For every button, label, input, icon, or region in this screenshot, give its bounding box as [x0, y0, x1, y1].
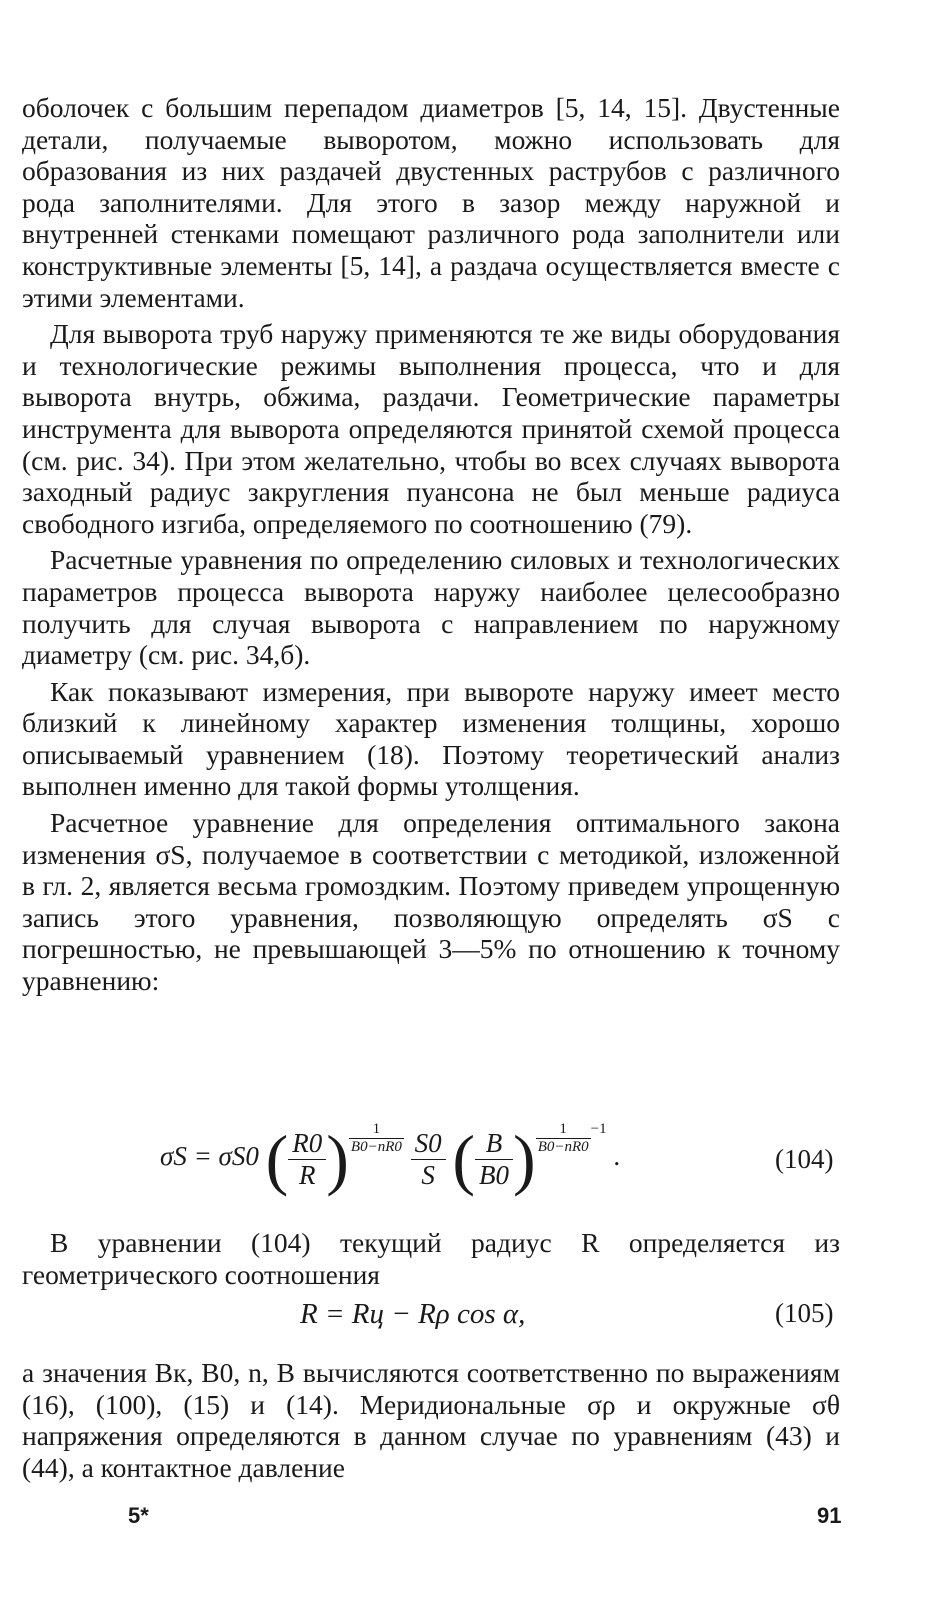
fraction-denominator: S — [421, 1159, 435, 1190]
exponent-numerator: 1 — [349, 1121, 404, 1139]
paren-close: ) — [326, 1121, 349, 1197]
fraction-denominator: B0 — [479, 1159, 510, 1190]
fraction-b-over-b0 — [475, 1128, 513, 1191]
fraction-numerator: R0 — [288, 1128, 326, 1160]
paragraph-5: Расчетное уравнение для определения оптимального закона изменения σS, получаемое в соответствии с методикой, изложенной в гл. 2, является весьма громоздким. Поэтому приведем упрощенную запись этого уравнения, позволяющую определять σS с погрешностью, не превышающей 3—5% по отношению к точному уравнению: — [22, 807, 840, 997]
paren-close: ) — [513, 1121, 536, 1197]
formula-105: R = Rц − Rρ cos α, — [300, 1298, 526, 1330]
fraction-denominator: R — [299, 1159, 316, 1190]
page-number: 91 — [817, 1503, 842, 1528]
formula-104-end: . — [613, 1141, 621, 1172]
formula-104-number: (104) — [775, 1144, 834, 1174]
paragraph-6: В уравнении (104) текущий радиус R определяется из геометрического соотношения — [22, 1227, 840, 1290]
paragraph-7: а значения Bк, B0, n, B вычисляются соответственно по выражениям (16), (100), (15) и (14). Меридиональные σρ и окружные σθ напряжения определяются в данном случае по уравнениям (43) и (44), а контактное давление — [22, 1357, 840, 1483]
exponent-2 — [536, 1121, 591, 1156]
fraction-s0-over-s — [411, 1128, 446, 1191]
fraction-numerator: B — [475, 1128, 513, 1160]
paren-open: ( — [452, 1121, 476, 1197]
text-block-top — [22, 92, 840, 997]
text-block-bottom — [22, 1357, 840, 1483]
exponent-denominator: B0−nR0 — [350, 1139, 402, 1155]
formula-104-lhs: σS = σS0 — [160, 1141, 259, 1172]
formula-105-number: (105) — [775, 1298, 834, 1328]
paragraph-3: Расчетные уравнения по определению силовых и технологических параметров процесса выворота наружу наиболее целесообразно получить для случая выворота с направлением по наружному диаметру (см. рис. 34,б). — [22, 544, 840, 671]
paragraph-4: Как показывают измерения, при вывороте наружу имеет место близкий к линейному характер изменения толщины, хорошо описываемый уравнением (18). Поэтому теоретический анализ выполнен именно для такой формы утолщения. — [22, 675, 840, 802]
exponent-numerator: 1 — [536, 1121, 591, 1139]
fraction-r0-over-r — [288, 1128, 326, 1191]
text-block-middle — [22, 1227, 840, 1290]
paragraph-1: оболочек с большим перепадом диаметров [5, 14, 15]. Двустенные детали, получаемые выворотом, можно использовать для образования из них раздачей двустенных раструбов с различного рода заполнителями. Для этого в зазор между наружной и внутренней стенками помещают различного рода заполнители или конструктивные элементы [5, 14], а раздача осуществляется вместе с этими элементами. — [22, 92, 840, 313]
paren-open: ( — [265, 1121, 289, 1197]
fraction-numerator: S0 — [411, 1128, 446, 1160]
paragraph-2: Для выворота труб наружу применяются те же виды оборудования и технологические режимы выполнения процесса, что и для выворота внутрь, обжима, раздачи. Геометрические параметры инструмента для выворота определяются принятой схемой процесса (см. рис. 34). При этом желательно, чтобы во всех случаях выворота заходный радиус закругления пуансона не был меньше радиуса свободного изгиба, определяемого по соотношению (79). — [22, 318, 840, 539]
exponent-tail: −1 — [590, 1121, 607, 1137]
exponent-denominator: B0−nR0 — [537, 1139, 589, 1155]
footer-signature-mark: 5* — [128, 1503, 149, 1528]
exponent-1 — [349, 1121, 404, 1156]
